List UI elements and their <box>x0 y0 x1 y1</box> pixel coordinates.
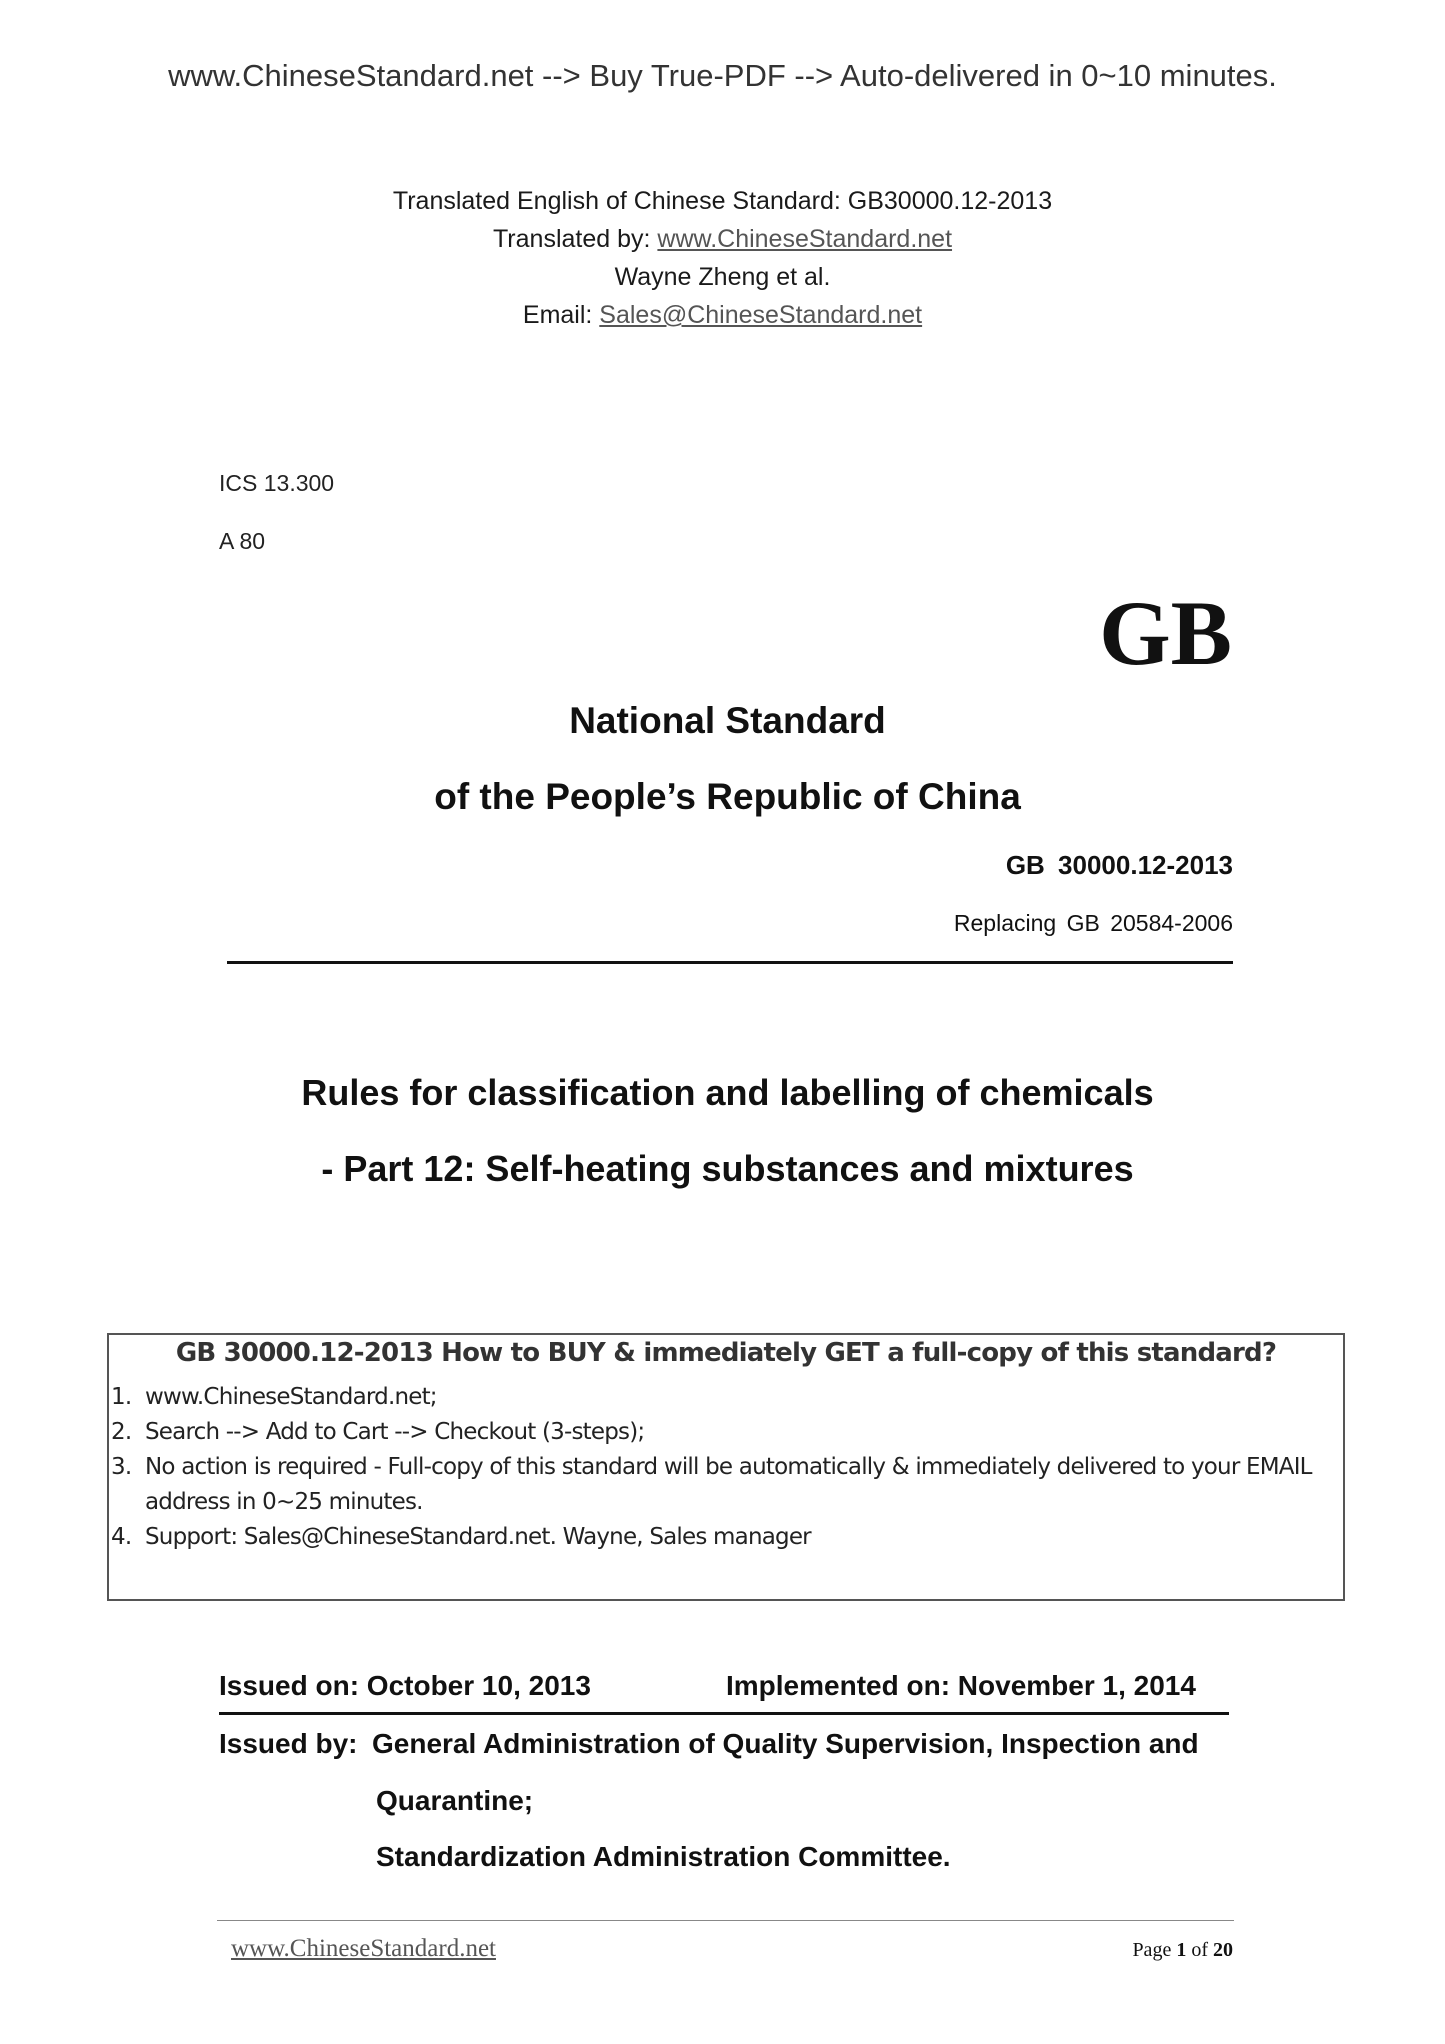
issue-divider <box>219 1712 1229 1715</box>
email-link[interactable]: Sales@ChineseStandard.net <box>599 301 923 329</box>
national-standard-title: National Standard <box>569 700 886 741</box>
list-item-text: Search --> Add to Cart --> Checkout (3-steps); <box>145 1419 645 1445</box>
buy-steps-list <box>109 1380 1343 1555</box>
issuer-line: General Administration of Quality Supervision, Inspection and <box>372 1728 1199 1759</box>
list-item <box>109 1520 1343 1555</box>
issuer-line: Quarantine; <box>376 1785 534 1816</box>
ccs-code: A 80 <box>219 528 266 554</box>
gb-logo: GB <box>1099 582 1232 684</box>
header-divider <box>227 961 1233 964</box>
document-title-line-1: Rules for classification and labelling of chemicals <box>301 1072 1154 1113</box>
issuer-line: Standardization Administration Committee. <box>376 1841 951 1872</box>
country-title: of the People’s Republic of China <box>434 776 1021 817</box>
list-item-number: 3. <box>111 1454 132 1480</box>
replacing-standard: Replacing GB 20584-2006 <box>953 910 1233 936</box>
buy-box-heading: GB 30000.12-2013 How to BUY & immediately GET a full-copy of this standard? <box>175 1338 1277 1368</box>
page-total: 20 <box>1213 1939 1233 1961</box>
translated-by-link[interactable]: www.ChineseStandard.net <box>657 225 953 253</box>
list-item-text: www.ChineseStandard.net; <box>145 1384 437 1410</box>
document-title-line-2: - Part 12: Self-heating substances and mixtures <box>321 1148 1134 1189</box>
page-of: of <box>1191 1939 1208 1961</box>
list-item <box>109 1450 1343 1520</box>
page-current: 1 <box>1176 1939 1187 1961</box>
issued-by-label: Issued by: <box>219 1728 358 1759</box>
top-banner: www.ChineseStandard.net --> Buy True-PDF --> Auto-delivered in 0~10 minutes. <box>168 58 1277 93</box>
email-line <box>0 301 1445 330</box>
buy-info-box <box>107 1333 1345 1601</box>
list-item <box>109 1380 1343 1415</box>
page-label: Page <box>1132 1939 1172 1961</box>
issued-on-date: Issued on: October 10, 2013 <box>219 1670 591 1701</box>
translated-by-label: Translated by: <box>492 225 658 253</box>
footer-divider <box>217 1920 1234 1921</box>
list-item <box>109 1415 1343 1450</box>
list-item-number: 2. <box>111 1419 132 1445</box>
translator-line: Wayne Zheng et al. <box>614 263 831 291</box>
standard-number: GB 30000.12-2013 <box>1005 850 1233 880</box>
list-item-text: Support: Sales@ChineseStandard.net. Wayne, Sales manager <box>145 1524 811 1550</box>
list-item-number: 4. <box>111 1524 132 1550</box>
list-item-text: No action is required - Full-copy of this standard will be automatically & immediately delivered to your EMAIL address in 0~25 minutes. <box>145 1454 1312 1515</box>
email-label: Email: <box>522 301 600 329</box>
list-item-number: 1. <box>111 1384 132 1410</box>
translated-by-line <box>0 225 1445 254</box>
footer-site-link[interactable]: www.ChineseStandard.net <box>231 1935 496 1962</box>
page-number <box>1132 1939 1233 1962</box>
implemented-on-date: Implemented on: November 1, 2014 <box>726 1670 1196 1701</box>
translation-source-line: Translated English of Chinese Standard: GB30000.12-2013 <box>392 187 1053 215</box>
ics-code: ICS 13.300 <box>219 470 335 496</box>
